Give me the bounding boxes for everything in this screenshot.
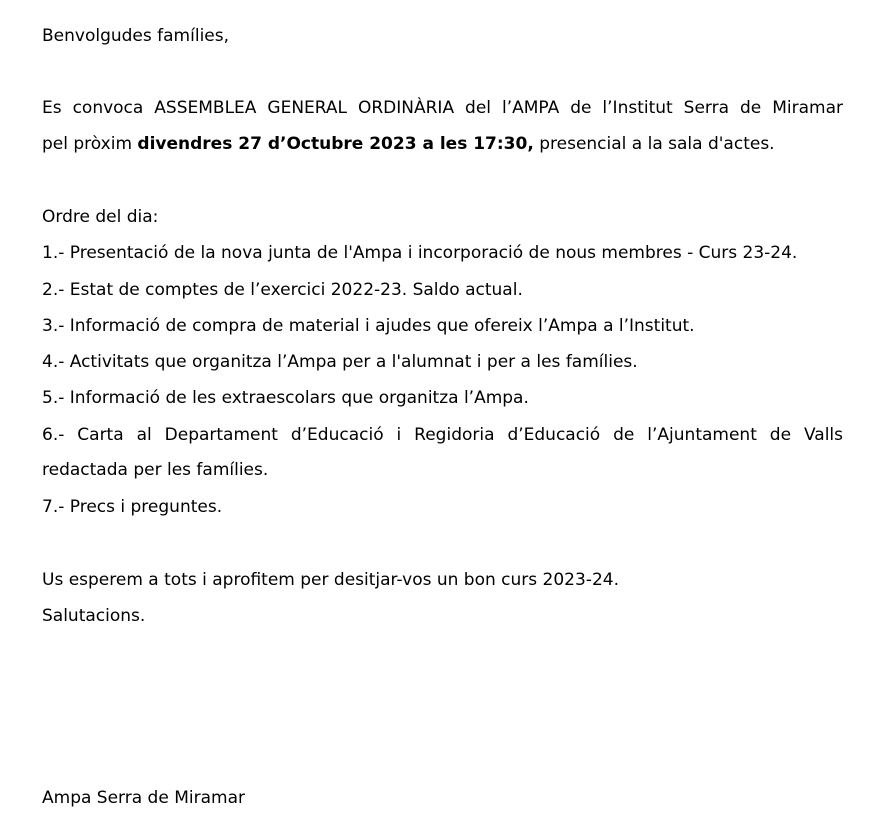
meeting-date-time: divendres 27 d’Octubre 2023 a les 17:30, [137,134,534,154]
agenda-heading: Ordre del dia: [42,207,159,227]
closing-wish: Us esperem a tots i aprofitem per desitjar-vos un bon curs 2023-24. [42,570,619,590]
agenda-item-7: 7.- Precs i preguntes. [42,497,223,517]
agenda-item-5: 5.- Informació de les extraescolars que organitza l’Ampa. [42,388,529,408]
convocation-line-2 [42,132,775,156]
agenda-item-6-line-2: redactada per les famílies. [42,460,269,480]
closing-salutation: Salutacions. [42,606,146,626]
agenda-item-6-line-1: 6.- Carta al Departament d’Educació i Regidoria d’Educació de l’Ajuntament de Valls [42,425,843,445]
agenda-item-1: 1.- Presentació de la nova junta de l'Ampa i incorporació de nous membres - Curs 23-24. [42,243,798,263]
signature: Ampa Serra de Miramar [42,788,245,808]
greeting: Benvolgudes famílies, [42,26,230,46]
agenda-item-2: 2.- Estat de comptes de l’exercici 2022-23. Saldo actual. [42,280,523,300]
convocation-suffix: presencial a la sala d'actes. [533,134,775,154]
agenda-item-3: 3.- Informació de compra de material i ajudes que ofereix l’Ampa a l’Institut. [42,316,695,336]
convocation-line-1: Es convoca ASSEMBLEA GENERAL ORDINÀRIA del l’AMPA de l’Institut Serra de Miramar [42,98,843,118]
agenda-item-4: 4.- Activitats que organitza l’Ampa per a l'alumnat i per a les famílies. [42,352,638,372]
convocation-prefix: pel pròxim [42,134,138,154]
